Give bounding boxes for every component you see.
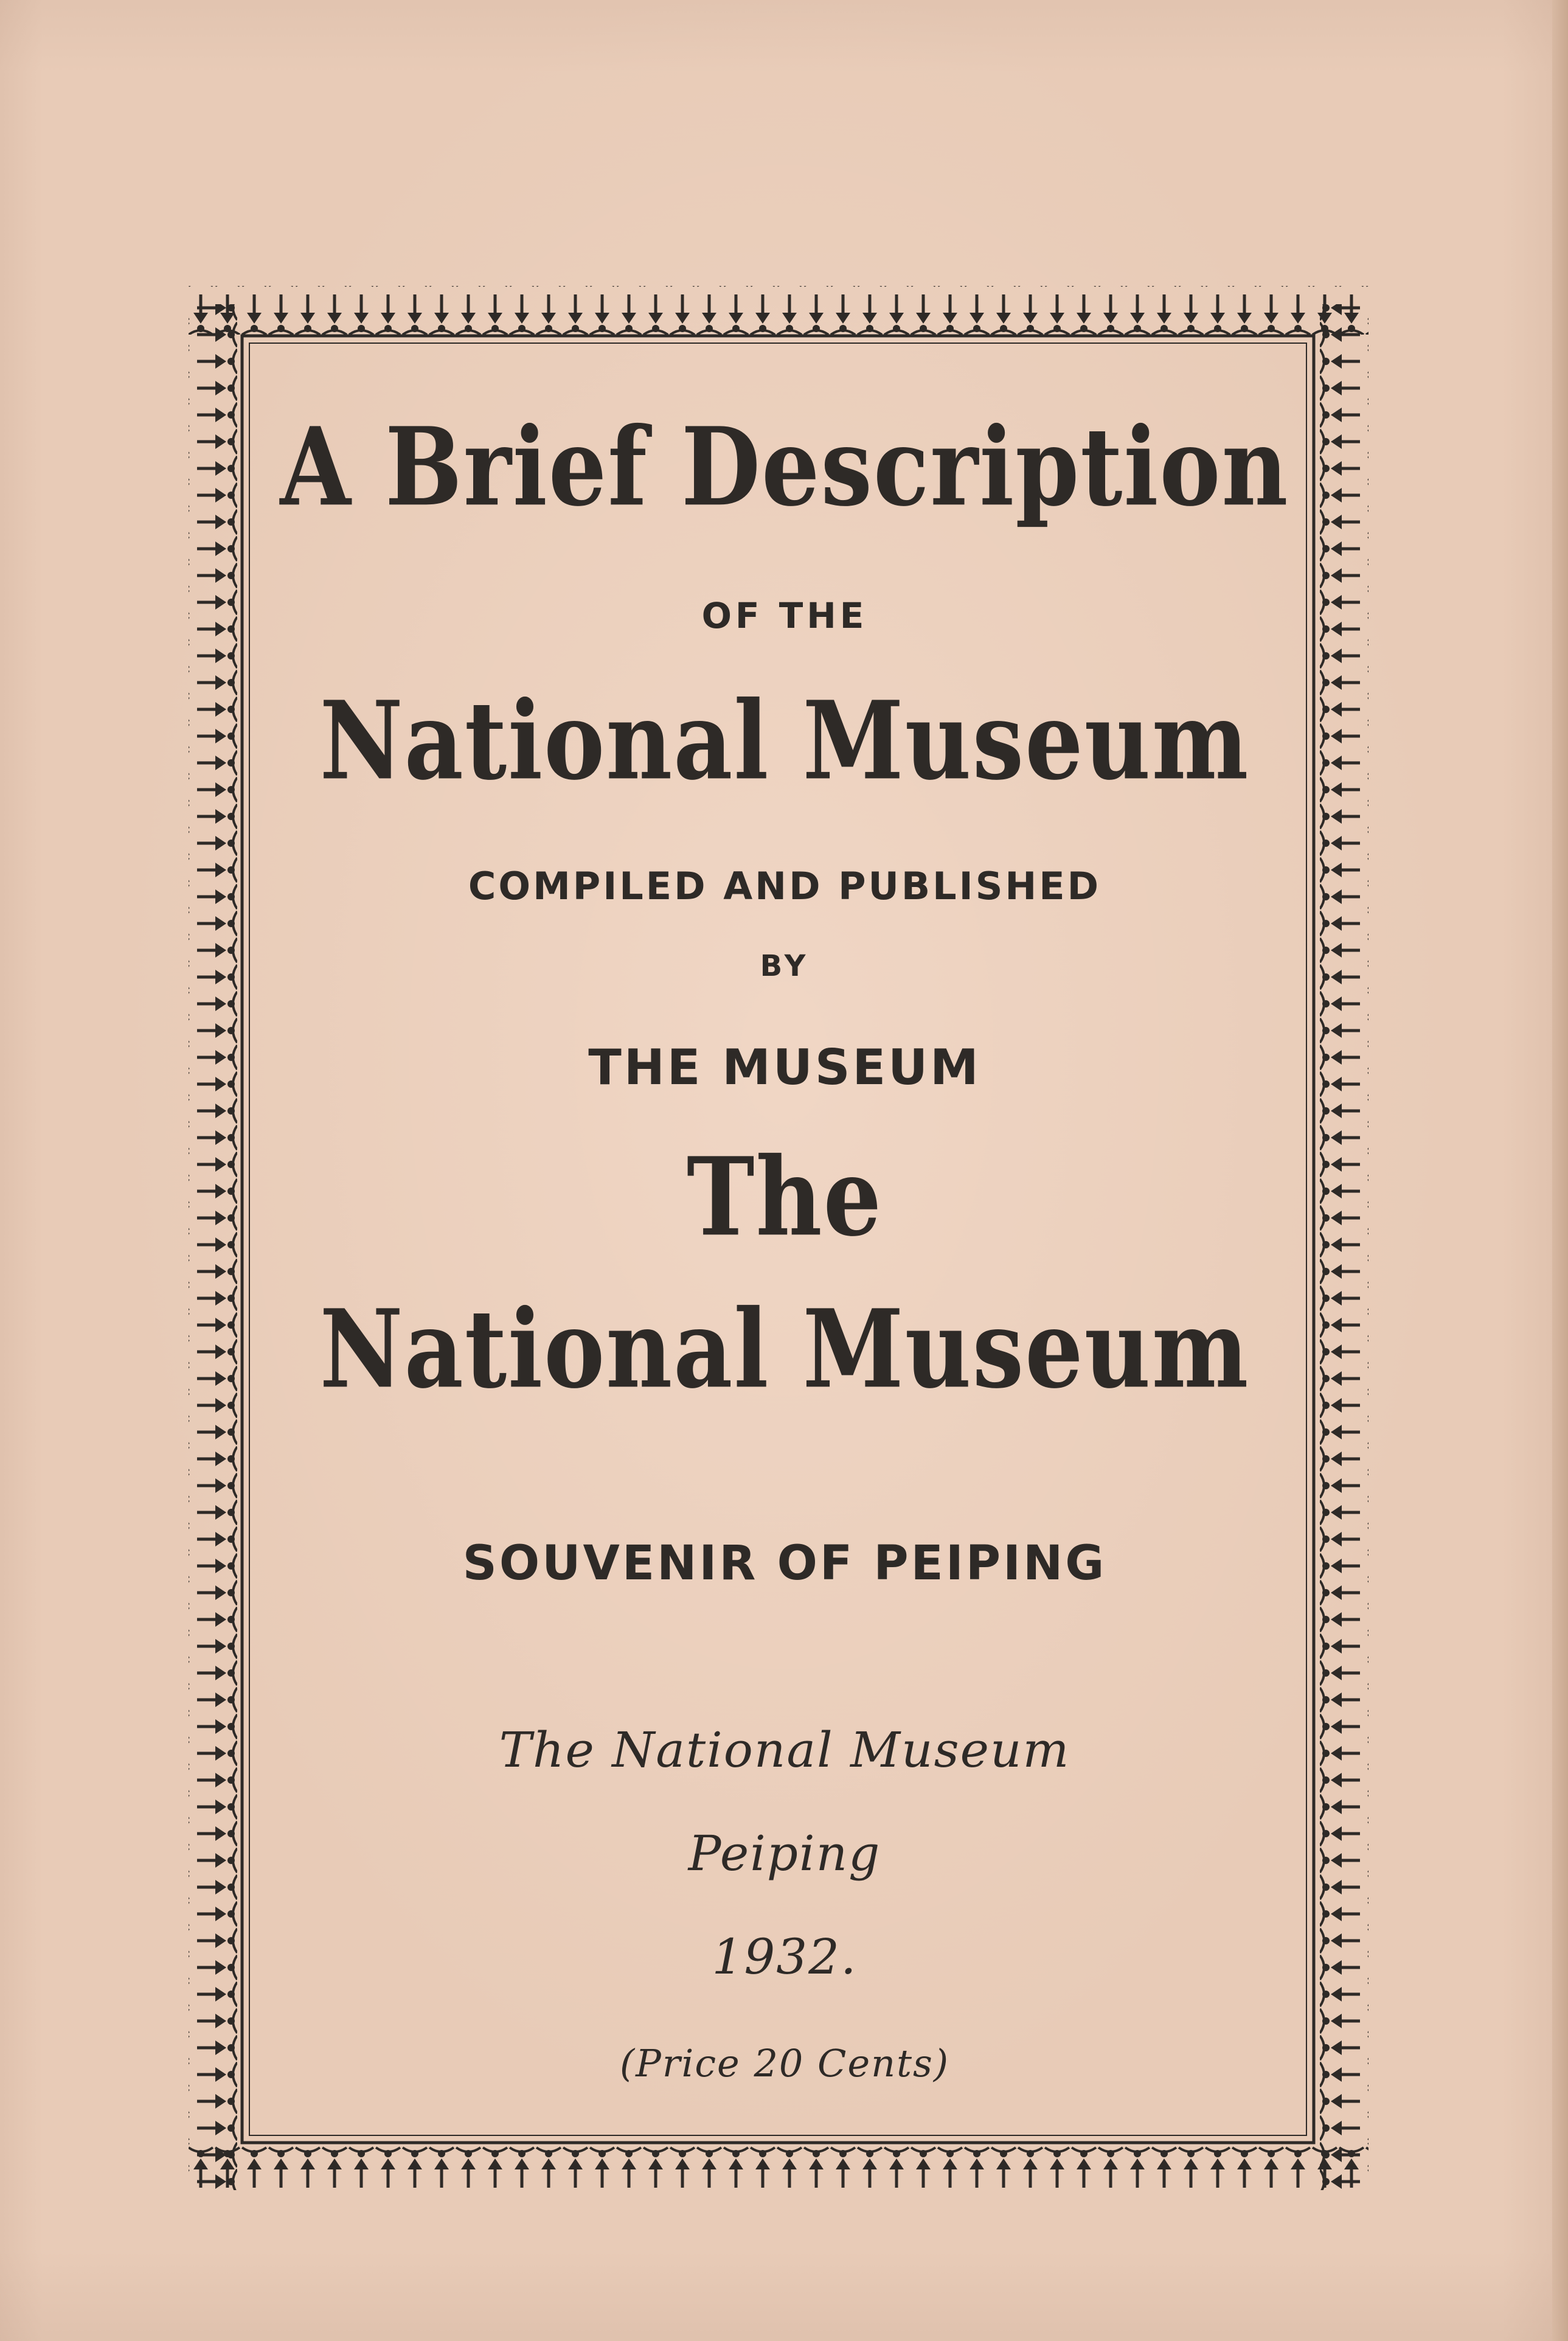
publisher: THE MUSEUM [588,1039,981,1096]
imprint-name: The National Museum [499,1722,1070,1778]
compiled-published: COMPILED AND PUBLISHED [468,864,1101,908]
price-line: (Price 20 Cents) [619,2041,950,2085]
imprint-city: Peiping [688,1825,881,1882]
national-museum-heading: National Museum [319,1286,1250,1413]
by-line: BY [760,949,810,983]
title-line-2: National Museum [319,678,1250,804]
title-of-the: OF THE [701,595,868,636]
title-line-1: A Brief Description [280,404,1289,530]
the-heading: The [686,1134,883,1261]
imprint-year: 1932. [712,1929,858,1985]
souvenir-line: SOUVENIR OF PEIPING [462,1536,1107,1591]
title-page [243,341,1326,2141]
